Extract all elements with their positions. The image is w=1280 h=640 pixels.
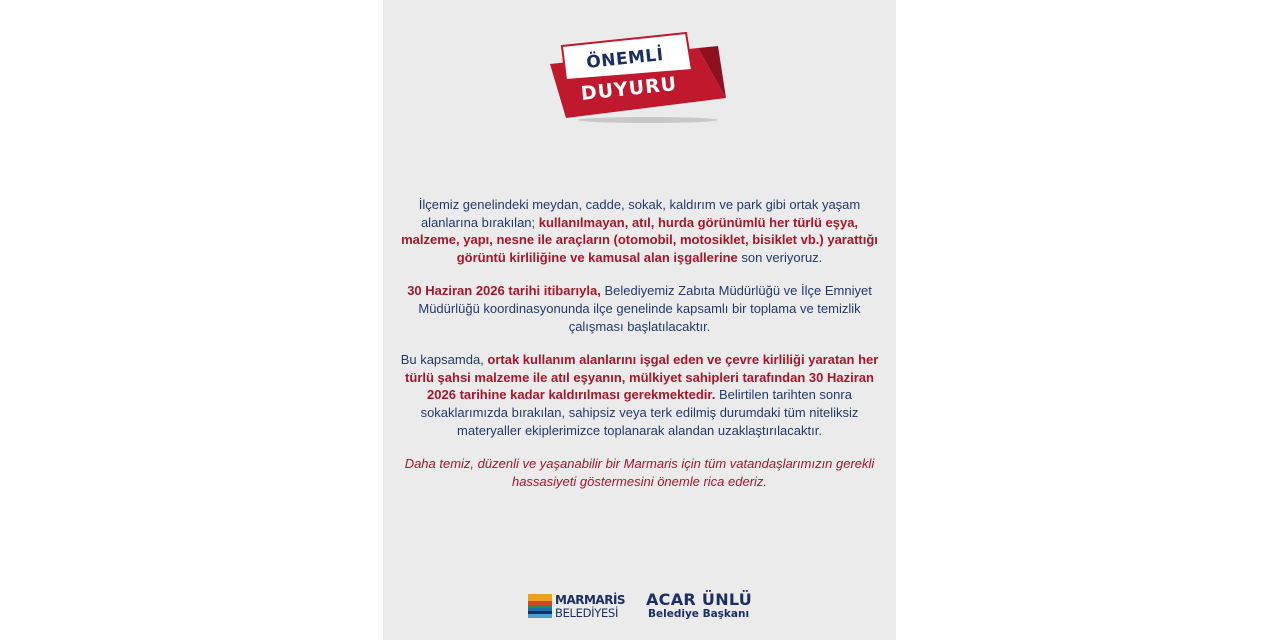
marmaris-logo-icon bbox=[528, 594, 552, 618]
announcement-poster bbox=[383, 0, 896, 640]
logo-line2: BELEDİYESİ bbox=[555, 606, 619, 620]
scope-text: Belirtilen tarihten sonra sokaklarımızda bırakılan, sahipsiz veya terk edilmiş durumdaki tüm niteliksiz materyaller ekiplerimizce toplanarak alandan uzaklaştırılacaktır. bbox=[420, 387, 859, 438]
announcement-body bbox=[391, 196, 888, 506]
scope-highlight: ortak kullanım alanlarını işgal eden ve çevre kirliliği yaratan her türlü şahsi malzeme ile atıl eşyanın, mülkiyet sahipleri tarafından 30 Haziran 2026 tarihine kadar kaldırılması gerekmektedir. bbox=[405, 352, 879, 403]
mayor-title: Belediye Başkanı bbox=[648, 608, 750, 620]
paragraph-closing: Daha temiz, düzenli ve yaşanabilir bir Marmaris için tüm vatandaşlarımızın gerekli hassasiyeti göstermesini önemle rica ederiz. bbox=[404, 456, 875, 489]
intro-highlight: kullanılmayan, atıl, hurda görünümlü her türlü eşya, malzeme, yapı, nesne ile araçların (otomobil, motosiklet, bisiklet vb.) yarattığı görüntü kirliliğine ve kamusal alan işgallerine bbox=[401, 214, 878, 265]
paragraph-scope bbox=[391, 351, 888, 439]
date-text: Belediyemiz Zabıta Müdürlüğü ve İlçe Emniyet Müdürlüğü koordinasyonunda ilçe genelinde kapsamlı bir toplama ve temizlik çalışması başlatılacaktır. bbox=[418, 283, 872, 334]
intro-end: son veriyoruz. bbox=[737, 249, 823, 265]
paragraph-intro bbox=[391, 196, 888, 266]
paragraph-date bbox=[391, 282, 888, 335]
badge-shadow bbox=[578, 117, 718, 123]
date-highlight: 30 Haziran 2026 tarihi itibarıyla, bbox=[407, 283, 601, 299]
intro-text: İlçemiz genelindeki meydan, cadde, sokak, kaldırım ve park gibi ortak yaşam alanlarına bırakılan; bbox=[418, 197, 861, 230]
mayor-name: ACAR ÜNLÜ bbox=[646, 590, 753, 609]
scope-intro: Bu kapsamda, bbox=[400, 352, 488, 368]
logo-line1: MARMARİS bbox=[555, 593, 626, 607]
onemli-duyuru-badge bbox=[548, 28, 728, 123]
badge-bottom-text: DUYURU bbox=[579, 73, 679, 105]
footer-signature bbox=[528, 590, 758, 622]
badge-top-text: ÖNEMLİ bbox=[585, 45, 665, 73]
